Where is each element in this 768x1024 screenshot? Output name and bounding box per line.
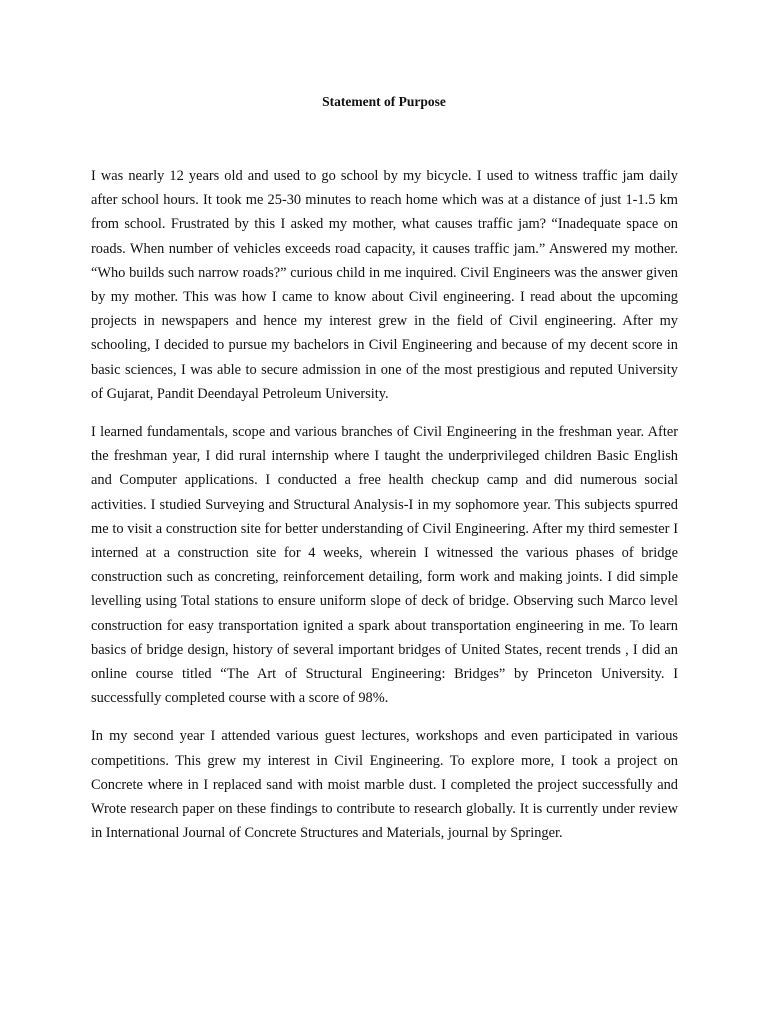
paragraph-1: I was nearly 12 years old and used to go school by my bicycle. I used to witness traffic jam daily after school hours. It took me 25-30 minutes to reach home which was at a distance of just 1-1.5 km from school. Frustrated by this I asked my mother, what causes traffic jam? “Inadequate space on roads. When number of vehicles exceeds road capacity, it causes traffic jam.” Answered my mother. “Who builds such narrow roads?” curious child in me inquired. Civil Engineers was the answer given by my mother. This was how I came to know about Civil engineering. I read about the upcoming projects in newspapers and hence my interest grew in the field of Civil engineering. After my schooling, I decided to pursue my bachelors in Civil Engineering and because of my decent score in basic sciences, I was able to secure admission in one of the most prestigious and reputed University of Gujarat, Pandit Deendayal Petroleum University. xyxy=(91,168,678,402)
paragraph-3: In my second year I attended various guest lectures, workshops and even participated in various competitions. This grew my interest in Civil Engineering. To explore more, I took a project on Concrete where in I replaced sand with moist marble dust. I completed the project successfully and Wrote research paper on these findings to contribute to research globally. It is currently under review in International Journal of Concrete Structures and Materials, journal by Springer. xyxy=(91,728,678,842)
document-body xyxy=(91,164,678,859)
document-title: Statement of Purpose xyxy=(322,94,446,109)
paragraph-2: I learned fundamentals, scope and various branches of Civil Engineering in the freshman year. After the freshman year, I did rural internship where I taught the underprivileged children Basic English and Computer applications. I conducted a free health checkup camp and did numerous social activities. I studied Surveying and Structural Analysis-I in my sophomore year. This subjects spurred me to visit a construction site for better understanding of Civil Engineering. After my third semester I interned at a construction site for 4 weeks, wherein I witnessed the various phases of bridge construction such as concreting, reinforcement detailing, form work and making joints. I did simple levelling using Total stations to ensure uniform slope of deck of bridge. Observing such Marco level construction for easy transportation ignited a spark about transportation engineering in me. To learn basics of bridge design, history of several important bridges of United States, recent trends , I did an online course titled “The Art of Structural Engineering: Bridges” by Princeton University. I successfully completed course with a score of 98%. xyxy=(91,424,678,707)
